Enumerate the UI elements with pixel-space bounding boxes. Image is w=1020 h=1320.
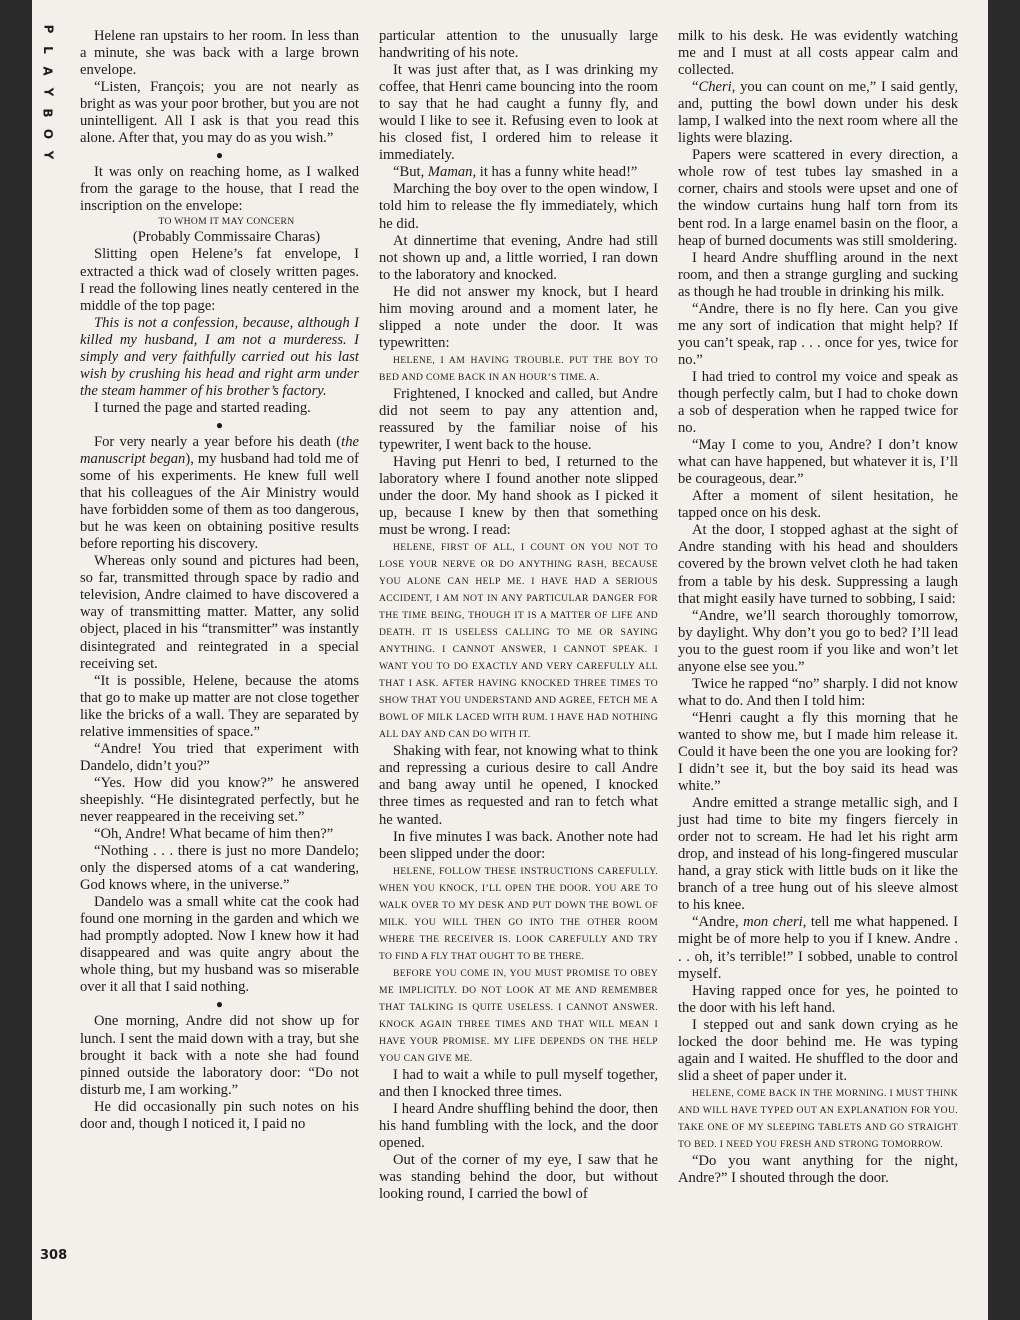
playboy-masthead-vertical [38, 22, 58, 162]
paragraph: “Henri caught a fly this morning that he wanted to show me, but I made him release it. Could it have been the one you are looking for? I didn’t see it, but the boy said its head was white.” [678, 709, 958, 795]
masthead-letter: Y [40, 87, 55, 97]
paragraph: I had tried to control my voice and speak as though perfectly calm, but I had to choke down a sob of desperation when he rapped twice for no. [678, 368, 958, 437]
paragraph: Out of the corner of my eye, I saw that he was standing behind the door, but without looking round, I carried the bowl of [379, 1151, 658, 1202]
paragraph: Frightened, I knocked and called, but Andre did not seem to pay any attention and, reassured by the familiar noise of his typewriter, I went back to the house. [379, 385, 658, 454]
paragraph: I turned the page and started reading. [94, 399, 311, 416]
paragraph: He did not answer my knock, but I heard him moving around and a moment later, he slipped a note under the door. It was typewritten: [379, 283, 658, 351]
paragraph: It was only on reaching home, as I walked from the garage to the house, that I read the inscription on the envelope: [80, 164, 359, 215]
text-run: , you can count on me,” I said gently, and, putting the bowl down under his desk lamp, I walked into the next room where all the lights were blazing. [678, 79, 958, 147]
paragraph: After a moment of silent hesitation, he tapped once on his desk. [678, 488, 958, 522]
paragraph: At dinnertime that evening, Andre had still not shown up and, a little worried, I ran down to the laboratory and knocked. [379, 232, 658, 283]
italic-text: Cheri [698, 79, 732, 96]
typewritten-note: HELENE, COME BACK IN THE MORNING. I MUST THINK AND WILL HAVE TYPED OUT AN EXPLANATION FOR YOU. TAKE ONE OF MY SLEEPING TABLETS AND GO STRAIGHT TO BED. I NEED YOU FRESH AND STRONG TOMORROW. [678, 1087, 958, 1150]
paragraph: “Oh, Andre! What became of him then?” [94, 826, 334, 843]
masthead-letter: B [41, 108, 55, 118]
paragraph: I heard Andre shuffling around in the next room, and then a strange gurgling and sucking as though he had trouble in drinking his milk. [678, 249, 958, 300]
envelope-inscription: TO WHOM IT MAY CONCERN [158, 216, 295, 228]
paragraph: Andre emitted a strange metallic sigh, and I just had time to bite my fingers fiercely in order not to scream. He had let his right arm drop, and instead of his long-fingered muscular hand, a gray stick with little buds on it like the branch of a tree hung out of his sleeve almost to his knee. [678, 795, 958, 914]
paragraph: “Do you want anything for the night, Andre?” I shouted through the door. [678, 1152, 958, 1186]
paragraph: Dandelo was a small white cat the cook had found one morning in the garden and which we had promptly adopted. Now I knew how it had disappeared and was quite angry about the whole thing, but my husband was so miserable over it all that I said nothing. [80, 894, 359, 996]
magazine-page [32, 0, 988, 1320]
paragraph: Having rapped once for yes, he pointed to the door with his left hand. [678, 982, 958, 1016]
text-column-1 [80, 28, 359, 1133]
text-run: “But, [393, 164, 428, 181]
page-number: 308 [40, 1248, 68, 1263]
paragraph: “Listen, François; you are not nearly as bright as was your poor brother, but you are not unintelligent. All I ask is that you read this alone. After that, you may do as you wish.” [80, 79, 359, 147]
masthead-letter: P [40, 24, 55, 34]
text-run: “Andre, [692, 914, 744, 931]
text-column-3 [678, 28, 958, 1187]
text-column-2 [379, 28, 658, 1203]
paragraph: “Yes. How did you know?” he answered sheepishly. “He disintegrated perfectly, but he never reappeared in the receiving set.” [80, 774, 359, 825]
paragraph: Marching the boy over to the open window, I told him to release the fly immediately, which he did. [379, 181, 658, 232]
text-run: “ [692, 79, 699, 96]
envelope-inscription-sub: (Probably Commissaire Charas) [132, 229, 321, 246]
section-break-bullet-icon [80, 417, 359, 434]
paragraph: Whereas only sound and pictures had been, so far, transmitted through space by radio and television, Andre claimed to have discovered a way of transmitting matter. Matter, any solid object, placed in his “transmitter” was instantly disintegrated and reintegrated in a special receiving set. [80, 553, 359, 672]
typewritten-note: HELENE, FIRST OF ALL, I COUNT ON YOU NOT TO LOSE YOUR NERVE OR DO ANYTHING RASH, BECAUSE YOU ALONE CAN HELP ME. I HAVE HAD A SERIOUS ACCIDENT, I AM NOT IN ANY PARTICULAR DANGER FOR THE TIME BEING, THOUGH IT IS A MATTER OF LIFE AND DEATH. IT IS USELESS CALLING TO ME OR SAYING ANYTHING. I CANNOT ANSWER, I CANNOT SPEAK. I WANT YOU TO DO EXACTLY AND VERY CAREFULLY ALL THAT I ASK. AFTER HAVING KNOCKED THREE TIMES TO SHOW THAT YOU UNDERSTAND AND AGREE, FETCH ME A BOWL OF MILK LACED WITH RUM. I HAVE HAD NOTHING ALL DAY AND CAN DO WITH IT. [379, 542, 658, 741]
paragraph: I heard Andre shuffling behind the door, then his hand fumbling with the lock, and the door opened. [379, 1100, 658, 1151]
paragraph: Shaking with fear, not knowing what to think and repressing a curious desire to call Andre and bang away until he opened, I knocked three times as requested and ran to fetch what he wanted. [379, 743, 658, 828]
paragraph: I had to wait a while to pull myself together, and then I knocked three times. [379, 1066, 658, 1100]
paragraph: “Andre, we’ll search thoroughly tomorrow, by daylight. Why don’t you go to bed? I’ll lead you to the guest room if you like and won’t let anyone else see you.” [678, 607, 958, 675]
paragraph: I stepped out and sank down crying as he locked the door behind me. He was typing again and I waited. He shuffled to the door and slid a sheet of paper under it. [678, 1016, 958, 1084]
paragraph: Twice he rapped “no” sharply. I did not know what to do. And then I told him: [678, 675, 958, 709]
paragraph: At the door, I stopped aghast at the sight of Andre standing with his head and shoulders covered by the brown velvet cloth he had taken from a table by his desk. Suppressing a laugh that might easily have turned to sobbing, I said: [678, 522, 958, 607]
paragraph: “It is possible, Helene, because the atoms that go to make up matter are not close together like the bricks of a wall. They are separated by relative immensities of space.” [80, 672, 359, 740]
paragraph [80, 434, 359, 553]
italic-text: Maman [427, 164, 473, 181]
paragraph: It was just after that, as I was drinking my coffee, that Henri came bouncing into the room to say that he had caught a funny fly, and would I like to see it. Refusing even to look at his closed fist, I ordered him to release it immediately. [379, 62, 658, 164]
paragraph: Having put Henri to bed, I returned to the laboratory where I found another note slipped under the door. My hand shook as I picked it up, because I knew by then that something must be wrong. I read: [379, 454, 658, 539]
section-break-bullet-icon [80, 147, 359, 164]
italic-text: This is not a confession, because, although I killed my husband, I am not a murderess. I simply and very faithfully carried out his last wish by crushing his head and right arm under the steam hammer of his brother’s factory. [80, 314, 359, 399]
masthead-letter: A [40, 66, 55, 76]
paragraph: Papers were scattered in every direction, a whole row of test tubes lay smashed in a corner, chairs and stools were upset and one of the window curtains hung half torn from its bent rod. In a large enamel basin on the floor, a heap of burned documents was still smoldering. [678, 147, 958, 249]
paragraph: particular attention to the unusually large handwriting of his note. [379, 28, 658, 62]
typewritten-note: BEFORE YOU COME IN, YOU MUST PROMISE TO OBEY ME IMPLICITLY. DO NOT LOOK AT ME AND REMEMBER THAT TALKING IS QUITE USELESS. I CANNOT ANSWER. KNOCK AGAIN THREE TIMES AND THAT WILL MEAN I HAVE YOUR PROMISE. MY LIFE DEPENDS ON THE HELP YOU CAN GIVE ME. [379, 967, 658, 1064]
italic-text: the manuscript began [80, 433, 359, 467]
masthead-letter: L [41, 46, 55, 54]
paragraph: He did occasionally pin such notes on his door and, though I noticed it, I paid no [80, 1098, 359, 1132]
paragraph [379, 164, 658, 181]
paragraph: “Nothing . . . there is just no more Dandelo; only the dispersed atoms of a cat wandering, God knows where, in the universe.” [80, 843, 359, 894]
masthead-letter: Y [40, 150, 55, 160]
text-run: , tell me what happened. I might be of more help to you if I knew. Andre . . . oh, it’s terrible!” I sobbed, unable to control myself. [678, 914, 958, 982]
section-break-bullet-icon [80, 996, 359, 1013]
text-run: For very nearly a year before his death ( [94, 433, 342, 450]
paragraph: “Andre! You tried that experiment with Dandelo, didn’t you?” [80, 740, 359, 774]
italic-paragraph [80, 315, 359, 400]
paragraph: One morning, Andre did not show up for lunch. I sent the maid down with a tray, but she brought it back with a note she had found pinned outside the laboratory door: “Do not disturb me, I am working.” [80, 1013, 359, 1098]
paragraph: In five minutes I was back. Another note had been slipped under the door: [379, 828, 658, 862]
paragraph [678, 79, 958, 147]
typewritten-note: HELENE, FOLLOW THESE INSTRUCTIONS CAREFULLY. WHEN YOU KNOCK, I’LL OPEN THE DOOR. YOU ARE TO WALK OVER TO MY DESK AND PUT DOWN THE BOWL OF MILK. YOU WILL THEN GO INTO THE OTHER ROOM WHERE THE RECEIVER IS. LOOK CAREFULLY AND TRY TO FIND A FLY THAT OUGHT TO BE THERE. [379, 865, 658, 962]
paragraph [678, 914, 958, 982]
text-run: ), my husband had told me of some of his experiments. He knew full well that his colleagues of the Air Ministry would have forbidden some of them as too dangerous, but he was keen on obtaining positive results before reporting his discovery. [80, 450, 359, 553]
paragraph: Slitting open Helene’s fat envelope, I extracted a thick wad of closely written pages. I read the following lines neatly centered in the middle of the top page: [80, 246, 359, 314]
paragraph: “Andre, there is no fly here. Can you give me any sort of indication that might help? If you can’t speak, rap . . . once for yes, twice for no.” [678, 300, 958, 368]
paragraph: Helene ran upstairs to her room. In less than a minute, she was back with a large brown envelope. [80, 28, 359, 79]
paragraph: milk to his desk. He was evidently watching me and I must at all costs appear calm and collected. [678, 28, 958, 79]
typewritten-note: HELENE, I AM HAVING TROUBLE. PUT THE BOY TO BED AND COME BACK IN AN HOUR’S TIME. A. [379, 354, 658, 383]
text-run: , it has a funny white head!” [472, 164, 638, 181]
masthead-letter: O [40, 128, 55, 140]
italic-text: mon cheri [743, 914, 803, 931]
paragraph: “May I come to you, Andre? I don’t know what can have happened, but whatever it is, I’ll be courageous, dear.” [678, 437, 958, 488]
